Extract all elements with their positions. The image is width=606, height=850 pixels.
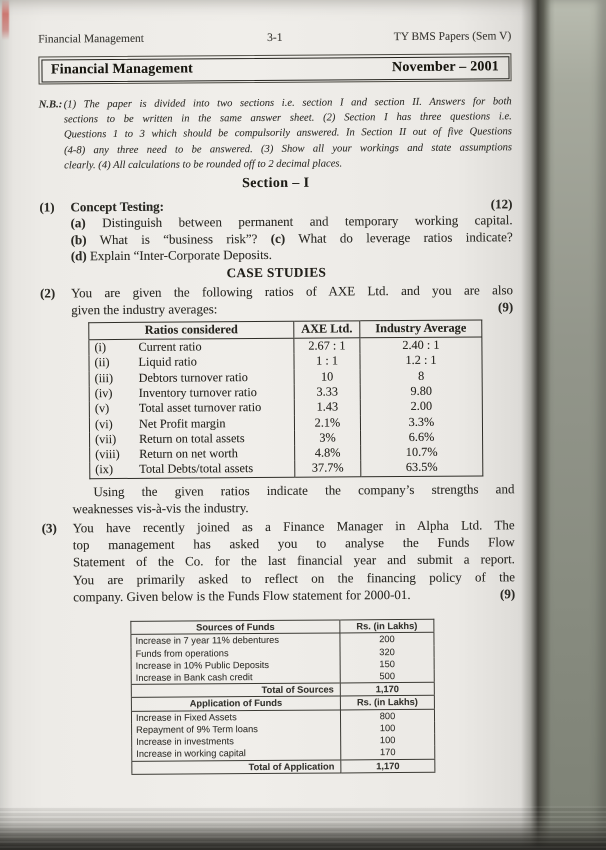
axe-value: 2.1% (294, 415, 360, 431)
application-header-row (131, 696, 434, 711)
question-2-note (41, 480, 514, 517)
axe-value: 4.8% (295, 445, 361, 461)
industry-value: 1.2 : 1 (360, 353, 482, 369)
row-numeral: (i) (94, 340, 107, 355)
industry-value: 8 (360, 368, 482, 384)
question-line: You have recently joined as a Finance Manager in Alpha Ltd. The (72, 517, 515, 536)
axe-value: 1 : 1 (294, 354, 360, 370)
axe-value: 3.33 (294, 384, 360, 400)
ratio-name: Liquid ratio (138, 354, 197, 370)
paper-title: Financial Management (50, 61, 194, 78)
section-heading: Section – I (242, 175, 310, 192)
note-line: weaknesses vis-à-vis the industry. (72, 499, 249, 517)
row-numeral: (viii) (95, 447, 120, 462)
question-subitem (71, 245, 513, 265)
column-header: AXE Ltd. (294, 321, 360, 338)
question-line: You are given the following ratios of AXE Ltd. and you are also (70, 281, 514, 300)
fund-value: 100 (341, 722, 435, 735)
row-numeral: (iv) (94, 386, 113, 401)
column-header: Sources of Funds (131, 620, 340, 635)
row-numeral: (v) (94, 401, 110, 416)
question-line-text: company. Given below is the Funds Flow statement for 2000-01. (73, 586, 411, 605)
industry-value: 63.5% (361, 460, 483, 477)
axe-value: 2.67 : 1 (294, 338, 360, 354)
nb-instructions (39, 94, 513, 173)
fund-item: Increase in working capital (136, 748, 246, 760)
axe-value: 10 (294, 369, 360, 385)
subitem-label: (d) (70, 248, 87, 264)
fund-item: Increase in investments (136, 736, 234, 747)
column-header: Industry Average (360, 320, 482, 338)
axe-value: 37.7% (295, 461, 361, 477)
ratio-name: Return on total assets (139, 431, 245, 446)
fund-item: Increase in Bank cash credit (135, 672, 253, 683)
ratio-name: Return on net worth (139, 446, 238, 462)
fund-item: Increase in Fixed Assets (135, 711, 237, 723)
title-bar (38, 53, 511, 84)
red-edge-mark (2, 0, 9, 40)
ratio-name: Net Profit margin (138, 415, 226, 431)
total-value: 1,170 (341, 759, 435, 773)
fund-item: Increase in 7 year 11% debentures (135, 635, 280, 647)
fund-value: 500 (340, 670, 434, 683)
ratio-name: Current ratio (138, 339, 202, 354)
total-label: Total of Sources (131, 683, 340, 698)
fund-value: 170 (341, 746, 435, 759)
table-row (90, 460, 483, 479)
ratio-name: Total Debts/total assets (139, 461, 254, 477)
running-header (38, 30, 511, 46)
case-studies-heading: CASE STUDIES (226, 264, 327, 280)
fund-value: 150 (340, 658, 434, 671)
question-1-body (39, 212, 512, 265)
question-3 (42, 516, 516, 606)
nb-label: N.B.: (38, 99, 63, 111)
nb-line: (4-8) any three need to be answered. (3) Show all your workings and state assumptions (64, 141, 513, 156)
industry-value: 2.40 : 1 (360, 337, 482, 354)
page-number: 3-1 (267, 31, 283, 44)
fund-value: 100 (341, 734, 435, 747)
row-numeral: (iii) (94, 370, 114, 385)
nb-line: (1) The paper is divided into two sections i.e. section I and section II. Answers for both (63, 96, 512, 111)
fund-item: Funds from operations (135, 647, 229, 659)
row-numeral: (ix) (95, 462, 114, 477)
industry-value: 10.7% (361, 445, 483, 461)
nb-line: clearly. (4) All calculations to be rounded off to 2 decimal places. (64, 158, 343, 172)
application-total-row (132, 759, 435, 774)
total-label: Total of Application (132, 759, 341, 774)
funds-flow-table (130, 619, 435, 775)
question-subitem (71, 229, 513, 249)
row-numeral: (ii) (94, 355, 110, 370)
question-marks: (9) (499, 586, 516, 602)
fund-value: 200 (340, 633, 434, 646)
axe-value: 3% (295, 430, 361, 446)
scan-bottom-shadow (0, 806, 606, 850)
industry-value: 6.6% (361, 429, 483, 445)
question-line (73, 585, 515, 605)
axe-value: 1.43 (294, 400, 360, 416)
subitem-text: Explain “Inter-Corporate Deposits. (89, 246, 273, 264)
fund-item: Increase in 10% Public Deposits (135, 659, 270, 671)
subitem-label: (a) (70, 215, 86, 231)
nb-line: Questions 1 to 3 which should be compulsorily answered. In Section II out of five Questions (63, 126, 512, 141)
industry-value: 3.3% (360, 414, 482, 430)
total-value: 1,170 (340, 683, 434, 697)
column-header: Application of Funds (131, 696, 340, 711)
question-line (71, 298, 513, 318)
question-number: (3) (41, 520, 57, 536)
column-header: Rs. (in Lakhs) (340, 620, 434, 634)
industry-value: 9.80 (360, 383, 482, 399)
question-number: (1) (39, 199, 55, 215)
question-line: You are primarily asked to reflect on the financing policy of the (72, 568, 516, 587)
sources-total-row (131, 683, 434, 698)
question-2-text (71, 281, 513, 319)
question-2 (40, 281, 513, 319)
fund-value: 800 (340, 709, 434, 722)
page-edge-shadow (521, 0, 555, 850)
question-line: top management has asked you to analyse the Funds Flow (72, 534, 515, 553)
sources-header-row (131, 620, 434, 635)
subitem-text: Distinguish between permanent and temporary working capital. (102, 212, 513, 231)
title-bar-inner (41, 56, 509, 82)
subitem-label: (c) (270, 230, 286, 246)
row-numeral: (vii) (95, 431, 117, 447)
row-numeral: (vi) (94, 416, 113, 431)
ratios-table (88, 320, 483, 479)
column-header: Rs. (in Lakhs) (340, 696, 434, 710)
note-line: Using the given ratios indicate the company’s strengths and (93, 481, 515, 499)
ratio-name: Debtors turnover ratio (138, 369, 248, 385)
fund-item: Repayment of 9% Term loans (136, 723, 258, 735)
question-3-text (73, 516, 516, 606)
running-header-subject: Financial Management (38, 32, 145, 46)
subitem-label: (b) (70, 231, 87, 247)
subitem-text: What do leverage ratios indicate? (298, 228, 513, 246)
ratio-name: Total asset turnover ratio (138, 400, 262, 416)
question-title: Concept Testing: (70, 198, 165, 215)
subitem-text: What is “business risk”? (99, 230, 258, 247)
industry-value: 2.00 (360, 399, 482, 415)
paper-date: November – 2001 (391, 59, 500, 76)
column-header: Ratios considered (89, 321, 294, 339)
question-marks: (12) (490, 196, 513, 212)
question-marks: (9) (497, 299, 514, 315)
fund-value: 320 (340, 645, 434, 658)
question-line-text: given the industry averages: (71, 301, 218, 318)
ratio-name: Inventory turnover ratio (138, 385, 257, 400)
question-line: Statement of the Co. for the last financial year and submit a report. (72, 551, 515, 570)
running-header-series: TY BMS Papers (Sem V) (393, 30, 512, 44)
question-number: (2) (39, 284, 56, 301)
nb-line: sections to be written in the same answer sheet. (2) Section I has three questions i.e. (63, 111, 512, 126)
